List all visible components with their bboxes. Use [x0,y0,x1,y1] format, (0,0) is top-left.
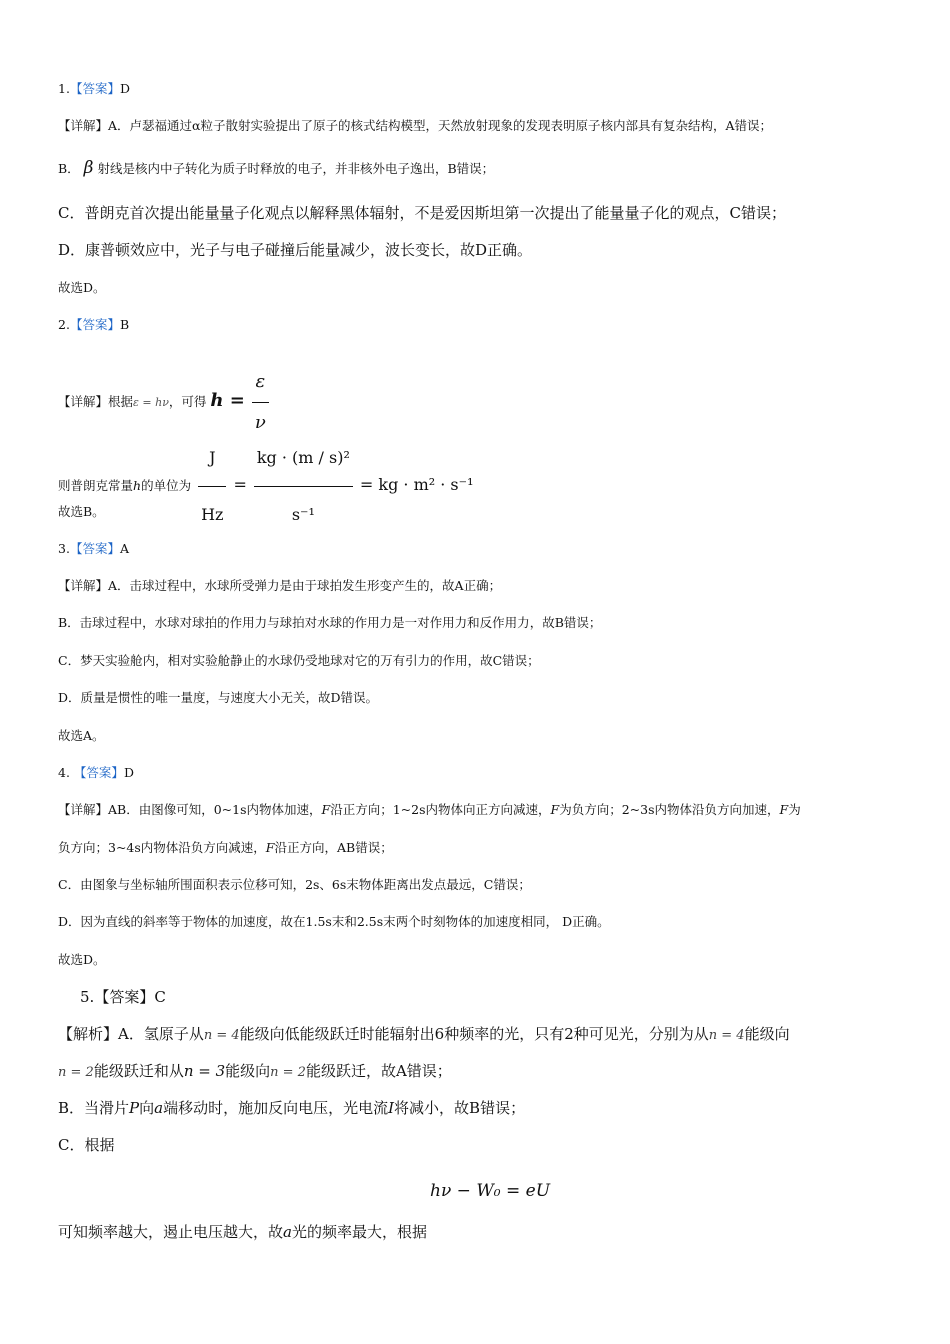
u1-numerator: J [198,430,226,487]
h-lhs: h = [210,390,245,411]
slider-p-symbol: P [129,1099,140,1117]
force-symbol: F [550,802,560,817]
q4-answer: D [123,765,134,780]
q5-detail-c-2 [58,1222,427,1242]
q1-answer: D [119,81,130,96]
n2-symbol: n = 2 [270,1065,306,1080]
q4-detail-ab-1 [58,802,801,818]
q3-detail-c: C．梦天实验舱内，相对实验舱静止的水球仍受地球对它的万有引力的作用，故C错误； [58,653,540,668]
u2-denominator: s⁻¹ [291,505,315,524]
q3-detail-d: D．质量是惯性的唯一量度，与速度大小无关，故D错误。 [58,690,379,705]
q4-ab2-b: 沿正方向，AB错误； [274,840,393,855]
q1-detail-d: D．康普顿效应中，光子与电子碰撞后能量减少，波长变长，故D正确。 [58,241,533,259]
q1-option-b: 射线是核内中子转化为质子时释放的电子，并非核外电子逸出，B错误； [97,161,495,176]
q3-detail-tag: 【详解】 [58,578,109,593]
q1-detail-a [58,118,772,134]
q4-detail-tag: 【详解】 [58,802,109,817]
q1-detail-b [58,160,494,177]
q2-text2: ，可得 [168,394,207,409]
q2-unit-text: 则普朗克常量 [58,478,134,493]
q3-answer-line [58,541,129,557]
unit-fraction-2 [254,430,353,543]
q5-a1-a: A．氢原子从 [118,1025,204,1043]
q2-answer: B [119,317,130,332]
q5-a1-c: 能级向 [744,1025,790,1043]
terminal-a-symbol: a [154,1099,164,1117]
q4-ab1-a: AB．由图像可知，0~1s内物体加速， [108,802,322,817]
q4-ab1-c: 为负方向；2~3s内物体沿负方向加速， [559,802,780,817]
q5-a1-b: 能级向低能级跃迁时能辐射出6种频率的光，只有2种可见光，分别为从 [239,1025,709,1043]
q5-detail-c: C．根据 [58,1136,115,1154]
q5-b-b: 向 [139,1099,155,1117]
q2-answer-line [58,317,129,333]
q5-b-c: 端移动时，施加反向电压，光电流 [163,1099,389,1117]
q5-a2-b: 能级向 [225,1062,271,1080]
q4-ab1-b: 沿正方向；1~2s内物体向正方向减速， [330,802,551,817]
n2-symbol: n = 2 [58,1065,94,1080]
q3-detail-a [58,578,501,594]
unit-fraction-1 [198,430,226,543]
n4-symbol: n = 4 [203,1028,240,1043]
energy-formula: ε = hν [133,396,169,409]
q2-unit-line: 则普朗克常量h的单位为 $\frac{J}{Hz}$ = $\frac{\text{kg · (m / s)²}}{\text{s⁻¹}}$ = kg · m² · s⁻¹ [58,430,473,543]
light-a-symbol: a [283,1223,292,1241]
u2-numerator: kg · (m / s)² [254,430,353,487]
q5-detail-a-2 [58,1061,452,1083]
q2-unit-text2: 的单位为 [141,478,192,493]
q3-detail-b: B．击球过程中，水球对球拍的作用力与球拍对水球的作用力是一对作用力和反作用力，故B错误； [58,615,602,630]
q2-number: 2. [58,317,70,332]
q5-a2-a: 能级跃迁和从 [93,1062,184,1080]
q2-conclusion: 故选B。 [58,504,105,519]
q1-b-prefix: B． [58,161,80,176]
q2-detail-tag: 【详解】 [58,394,109,409]
q4-detail-d: D．因为直线的斜率等于物体的加速度，故在1.5s末和2.5s末两个时刻物体的加速度相同， D正确。 [58,914,610,929]
q3-conclusion: 故选A。 [58,728,105,743]
q1-detail-c: C．普朗克首次提出能量量子化观点以解释黑体辐射，不是爱因斯坦第一次提出了能量量子化的观点，C错误； [58,204,786,222]
q1-number: 1. [58,81,70,96]
q2-answer-tag: 【答案】 [69,317,120,332]
q5-c2-a: 可知频率越大，遏止电压越大，故 [58,1223,284,1241]
q3-answer-tag: 【答案】 [69,541,120,556]
q5-answer: C [154,988,166,1006]
q3-option-a: A．击球过程中，水球所受弹力是由于球拍发生形变产生的，故A正确； [108,578,502,593]
q1-detail-tag: 【详解】 [58,118,109,133]
q5-detail-a-1 [58,1024,790,1046]
q2-text1: 根据 [108,394,134,409]
h-numerator: ε [252,362,269,403]
q5-answer-tag: 【答案】 [94,988,155,1006]
q4-ab1-d: 为 [788,802,801,817]
force-symbol: F [779,802,789,817]
q4-detail-ab-2 [58,840,393,856]
q5-a2-c: 能级跃迁，故A错误； [305,1062,452,1080]
q4-conclusion: 故选D。 [58,952,106,967]
beta-symbol: β [83,158,94,178]
q5-b-d: 将减小，故B错误； [394,1099,526,1117]
q1-answer-tag: 【答案】 [69,81,120,96]
q4-detail-c: C．由图象与坐标轴所围面积表示位移可知，2s、6s末物体距离出发点最远，C错误； [58,877,531,892]
force-symbol: F [321,802,331,817]
q1-answer-line [58,81,130,97]
q4-answer-tag: 【答案】 [73,765,124,780]
q1-conclusion: 故选D。 [58,280,106,295]
q3-number: 3. [58,541,70,556]
q4-answer-line [58,765,134,781]
q5-answer-line [80,987,166,1007]
n4-symbol: n = 4 [708,1028,745,1043]
q3-answer: A [119,541,129,556]
h-denominator: ν [254,412,266,433]
q5-detail-tag: 【解析】 [58,1025,119,1043]
photoelectric-equation: hν − W₀ = eU [430,1181,551,1201]
q5-b-a: B．当滑片 [58,1099,130,1117]
q4-number: 4. [58,765,70,780]
q5-number: 5. [80,988,95,1006]
unit-result: = kg · m² · s⁻¹ [359,475,474,494]
u1-denominator: Hz [201,505,224,524]
force-symbol: F [265,840,275,855]
q5-detail-b [58,1098,525,1118]
n3-symbol: n = 3 [183,1062,226,1080]
current-i-symbol: I [388,1099,395,1117]
q2-unit-h: h [133,478,142,493]
q5-c2-b: 光的频率最大，根据 [291,1223,427,1241]
q4-ab2-a: 负方向；3~4s内物体沿负方向减速， [58,840,266,855]
q1-option-a: A．卢瑟福通过α粒子散射实验提出了原子的核式结构模型，天然放射现象的发现表明原子核内部具有复杂结构，A错误； [108,118,773,133]
